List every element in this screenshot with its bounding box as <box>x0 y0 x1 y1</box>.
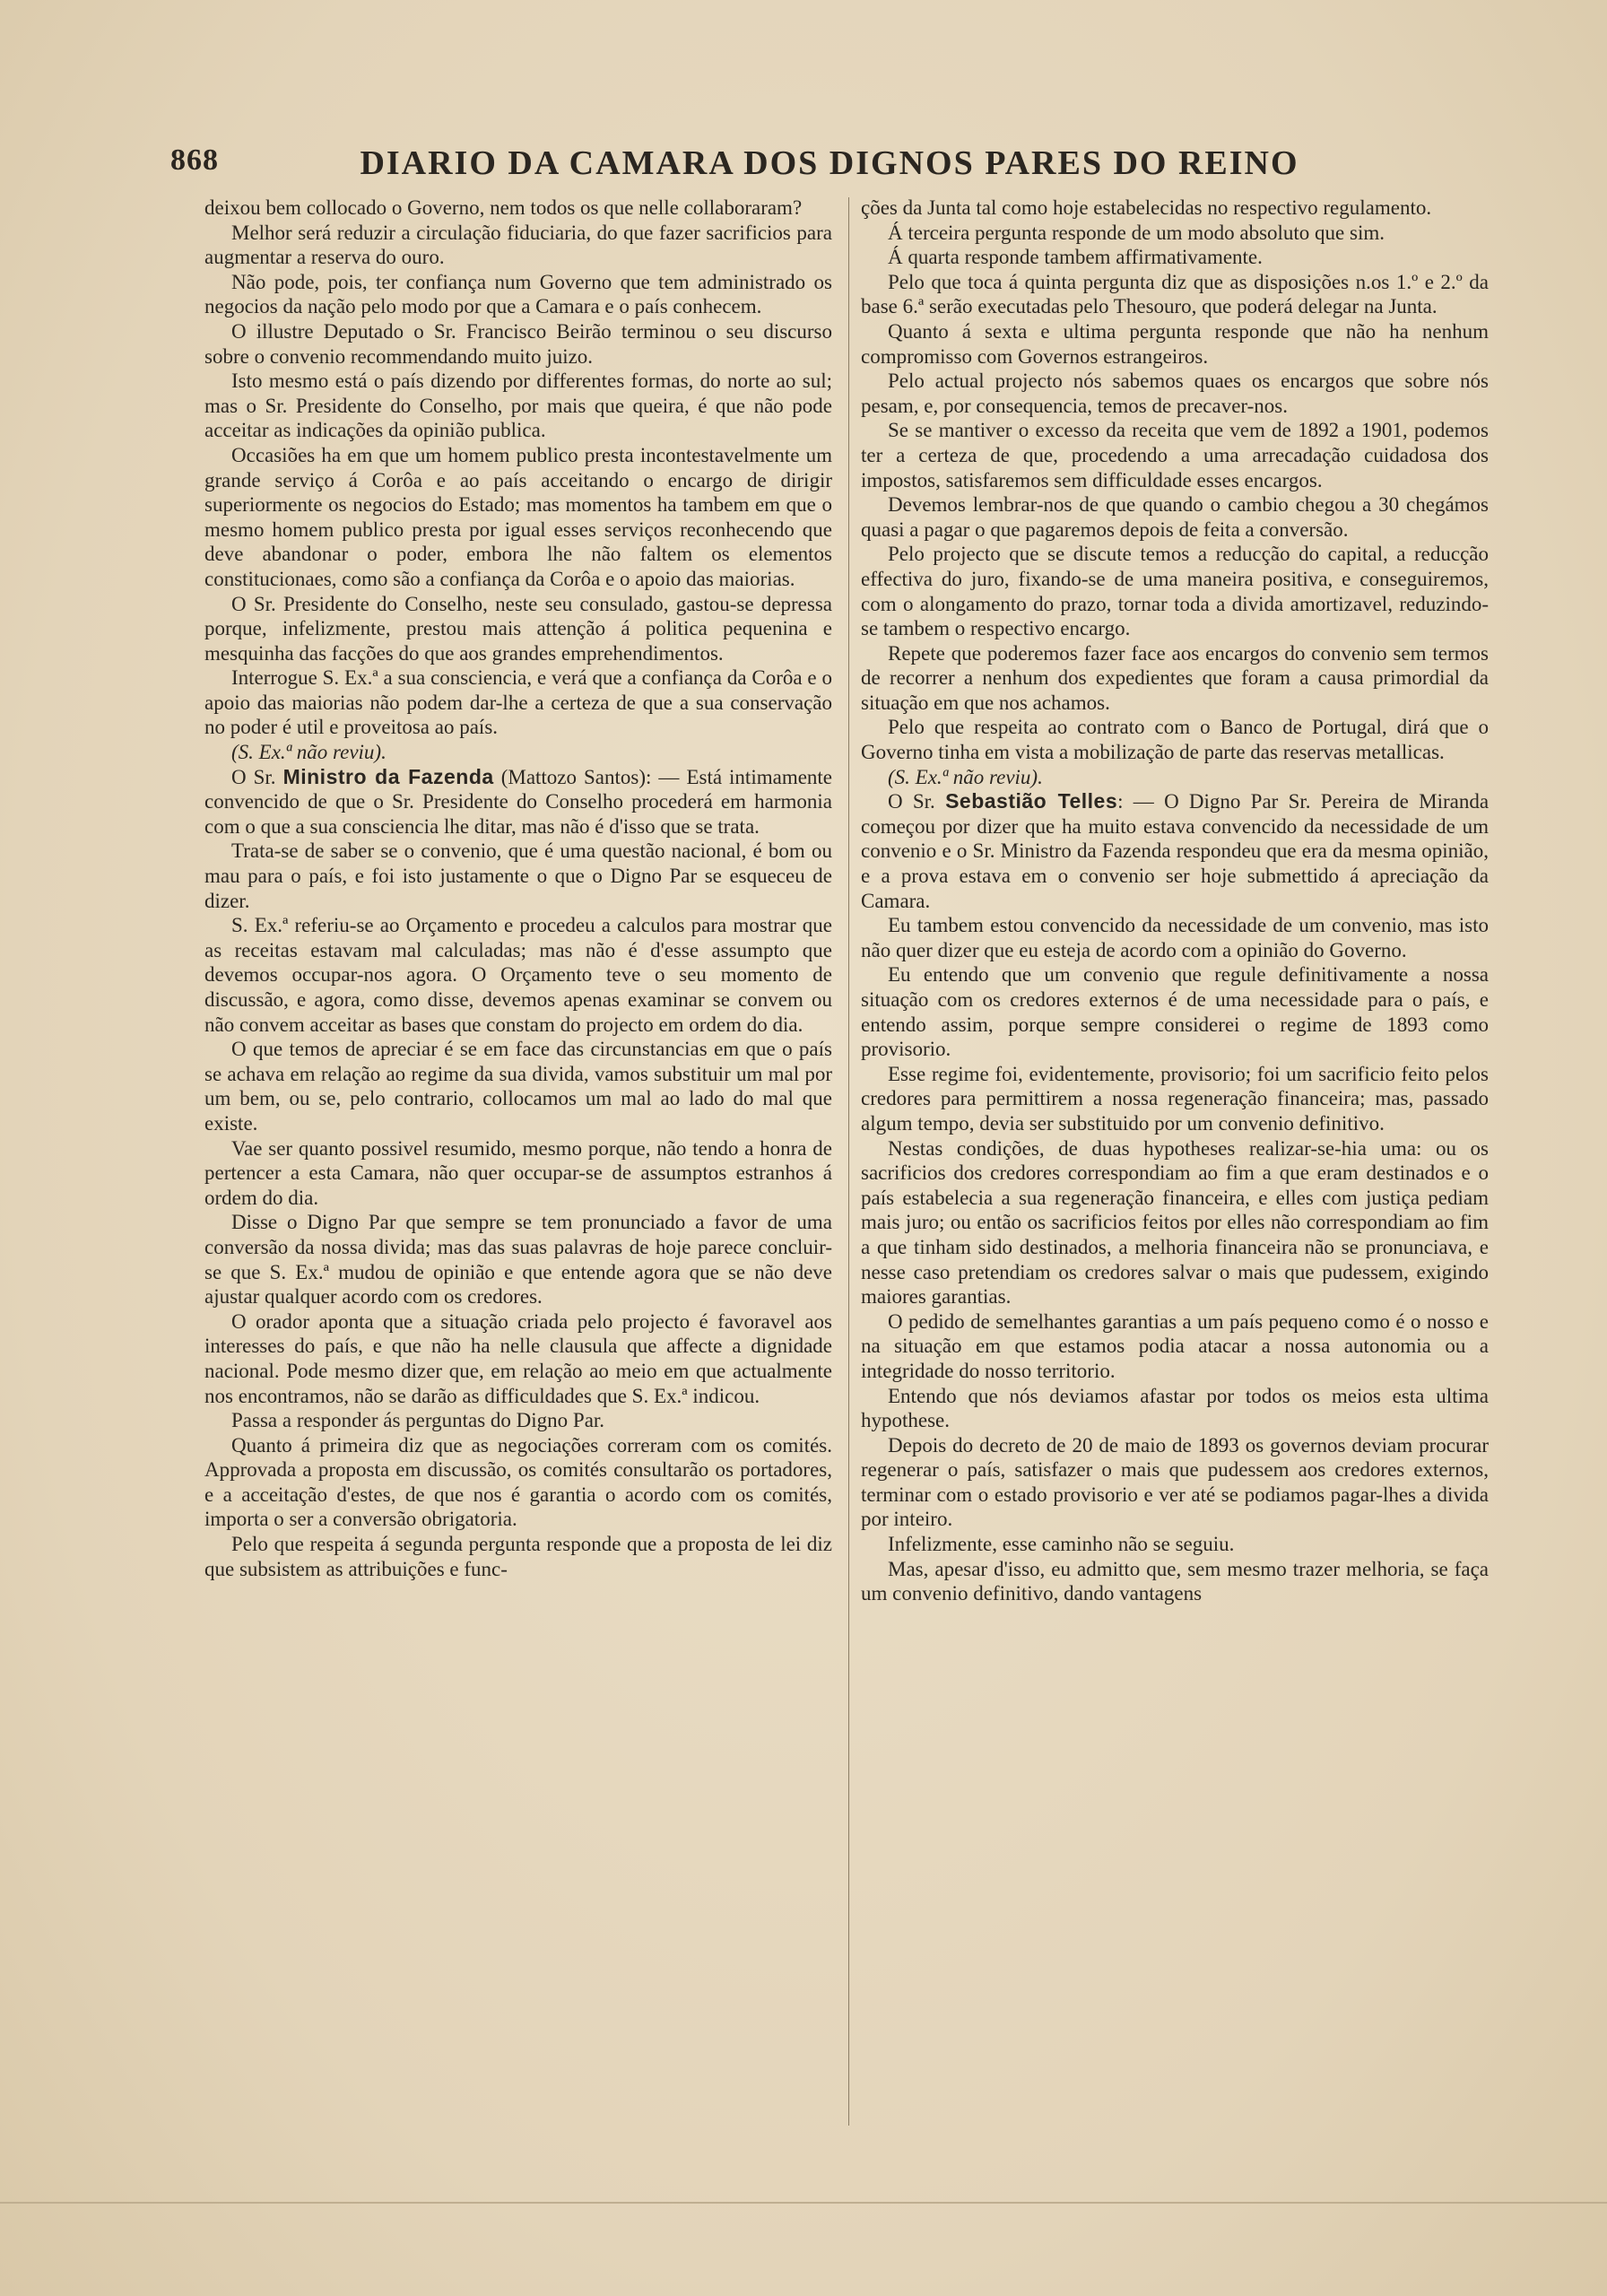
paragraph: Quanto á primeira diz que as negociações correram com os comités. Approvada a proposta em discussão, os comités consultarão os portadores, e a acceitação d'estes, de que nos é garantia o acordo com os comités, importa o ser a conversão obrigatoria. <box>204 1433 832 1531</box>
speaker-name: Ministro da Fazenda <box>282 764 494 788</box>
paragraph: Esse regime foi, evidentemente, provisorio; foi um sacrificio feito pelos credores para permittirem a nossa regeneração financeira; mas, passado algum tempo, devia ser substituido por um convenio definitivo. <box>861 1062 1489 1135</box>
column-divider <box>848 197 849 2126</box>
paragraph: Vae ser quanto possivel resumido, mesmo porque, não tendo a honra de pertencer a esta Camara, não quer occupar-se de assumptos estranhos á ordem do dia. <box>204 1136 832 1209</box>
paragraph: Devemos lembrar-nos de que quando o cambio chegou a 30 chegámos quasi a pagar o que pagaremos depois de feita a conversão. <box>861 493 1489 541</box>
speech-text: Está intimamente convencido de que o Sr. Presidente do Conselho procederá em harmonia com o que a sua consciencia lhe ditar, mas não é d'isso que se trata. <box>204 765 833 838</box>
paragraph: Nestas condições, de duas hypotheses realizar-se-hia uma: ou os sacrificios dos credores correspondiam ao fim a que eram destinados e o país estabelecia a sua regeneração financeira, e elles com justiça pediam mais juro; ou então os sacrificios feitos por elles não correspondiam ao fim a que tinham sido destinados, a melhoria financeira não se pronunciava, e nesse caso pretendiam os credores salvar o mais que pudessem, exigindo maiores garantias. <box>861 1136 1489 1309</box>
paragraph: O Sr. Presidente do Conselho, neste seu consulado, gastou-se depressa porque, infelizmente, prestou mais attenção á politica pequenina e mesquinha das facções do que aos grandes emprehendimentos. <box>204 592 832 665</box>
paragraph: Trata-se de saber se o convenio, que é uma questão nacional, é bom ou mau para o país, e foi isto justamente o que o Digno Par se esqueceu de dizer. <box>204 839 832 912</box>
paragraph: Se se mantiver o excesso da receita que vem de 1892 a 1901, podemos ter a certeza de que, procedendo a uma arrecadação cuidadosa dos impostos, satisfaremos sem difficuldade esses encargos. <box>861 419 1489 491</box>
paragraph: O pedido de semelhantes garantias a um país pequeno como é o nosso e na situação em que estamos podia atacar a nossa autonomia ou a integridade do nosso territorio. <box>861 1309 1489 1382</box>
paragraph: S. Ex.ª referiu-se ao Orçamento e procedeu a calculos para mostrar que as receitas estavam mal calculadas; mas não é d'esse assumpto que devemos occupar-nos agora. O Orçamento teve o seu momento de discussão, e agora, como disse, devemos apenas examinar se convem ou não convem acceitar as bases que constam do projecto em ordem do dia. <box>204 914 832 1036</box>
speaker-paragraph <box>204 765 832 839</box>
paragraph: Repete que poderemos fazer face aos encargos do convenio sem termos de recorrer a nenhum dos expedientes que foram a causa primordial da situação em que nos achamos. <box>861 641 1489 714</box>
paragraph: Disse o Digno Par que sempre se tem pronunciado a favor de uma conversão da nossa divida; mas das suas palavras de hoje parece concluir-se que S. Ex.ª mudou de opinião e que entende agora que se não deve ajustar qualquer acordo com os credores. <box>204 1211 832 1309</box>
paragraph: Pelo que toca á quinta pergunta diz que as disposições n.os 1.º e 2.º da base 6.ª serão executadas pelo Thesouro, que poderá delegar na Junta. <box>861 270 1489 318</box>
paragraph: Mas, apesar d'isso, eu admitto que, sem mesmo trazer melhoria, se faça um convenio definitivo, dando vantagens <box>861 1557 1489 1605</box>
speaker-suffix: (Mattozo Santos): — <box>500 765 680 788</box>
speaker-prefix: O Sr. <box>888 790 935 813</box>
paragraph: Não pode, pois, ter confiança num Governo que tem administrado os negocios da nação pelo modo por que a Camara e o país conhecem. <box>204 270 832 318</box>
speaker-prefix: O Sr. <box>231 765 276 788</box>
paragraph: Quanto á sexta e ultima pergunta responde que não ha nenhum compromisso com Governos estrangeiros. <box>861 319 1489 368</box>
editorial-note: (S. Ex.ª não reviu). <box>888 765 1043 788</box>
speaker-suffix: : — <box>1117 790 1154 813</box>
page-fold-line <box>0 2202 1607 2204</box>
paragraph: O orador aponta que a situação criada pelo projecto é favoravel aos interesses do país, e que não ha nelle clausula que affecte a dignidade nacional. Pode mesmo dizer que, em relação ao meio em que actualmente nos encontramos, não se darão as difficuldades que S. Ex.ª indicou. <box>204 1309 832 1407</box>
paragraph: Á terceira pergunta responde de um modo absoluto que sim. <box>888 221 1385 244</box>
paragraph: Isto mesmo está o país dizendo por differentes formas, do norte ao sul; mas o Sr. Presidente do Conselho, por mais que queira, é que não pode acceitar as indicações da opinião publica. <box>204 370 832 442</box>
page-title: DIARIO DA CAMARA DOS DIGNOS PARES DO REINO <box>360 144 1299 182</box>
paragraph: Infelizmente, esse caminho não se seguiu. <box>888 1533 1235 1556</box>
paragraph: Depois do decreto de 20 de maio de 1893 os governos deviam procurar regenerar o país, satisfazer o mais que pudessem aos credores externos, terminar com o estado provisorio e ver até se podiamos pagar-lhes a divida por inteiro. <box>861 1433 1489 1531</box>
paragraph: Á quarta responde tambem affirmativamente. <box>888 246 1263 269</box>
paragraph: Interrogue S. Ex.ª a sua consciencia, e verá que a confiança da Corôa e o apoio das maiorias não podem dar-lhe a certeza de que a sua conservação no poder é util e proveitosa ao país. <box>204 666 832 739</box>
right-column <box>861 196 1489 1606</box>
speaker-paragraph <box>861 789 1489 913</box>
paragraph: deixou bem collocado o Governo, nem todos os que nelle collaboraram? <box>204 196 803 219</box>
paragraph: Occasiões ha em que um homem publico presta incontestavelmente um grande serviço á Corôa e ao país acceitando o encargo de dirigir superiormente os negocios do Estado; mas momentos ha tambem em que o mesmo homem publico presta por igual esses serviços reconhecendo que deve abandonar o poder, embora lhe não faltem os elementos constitucionaes, como são a confiança da Corôa e o apoio das maiorias. <box>204 443 832 590</box>
speaker-name: Sebastião Telles <box>945 789 1118 813</box>
paragraph: Pelo que respeita á segunda pergunta responde que a proposta de lei diz que subsistem as attribuições e func- <box>204 1533 832 1580</box>
paragraph: Pelo que respeita ao contrato com o Banco de Portugal, dirá que o Governo tinha em vista a mobilização de parte das reservas metallicas. <box>861 716 1489 764</box>
editorial-note: (S. Ex.ª não reviu). <box>231 741 387 764</box>
paragraph: Pelo projecto que se discute temos a reducção do capital, a reducção effectiva do juro, fixando-se de uma maneira positiva, e conseguiremos, com o alongamento do prazo, tornar toda a divida amortizavel, reduzindo-se tambem o respectivo encargo. <box>861 543 1489 640</box>
speech-text: O Digno Par Sr. Pereira de Miranda começou por dizer que ha muito estava convencido da necessidade de um convenio e o Sr. Ministro da Fazenda respondeu que era da mesma opinião, e a prova estava em o convenio ser hoje submettido á apreciação da Camara. <box>861 790 1490 912</box>
paragraph: Entendo que nós deviamos afastar por todos os meios esta ultima hypothese. <box>861 1384 1489 1432</box>
page-number: 868 <box>170 144 219 177</box>
paragraph: Melhor será reduzir a circulação fiduciaria, do que fazer sacrificios para augmentar a reserva do ouro. <box>204 221 832 269</box>
paragraph: Eu tambem estou convencido da necessidade de um convenio, mas isto não quer dizer que eu esteja de acordo com a opinião do Governo. <box>861 914 1489 961</box>
paragraph: O illustre Deputado o Sr. Francisco Beirão terminou o seu discurso sobre o convenio recommendando muito juizo. <box>204 319 832 368</box>
paragraph: Eu entendo que um convenio que regule definitivamente a nossa situação com os credores externos é de uma necessidade para o país, e entendo assim, porque sempre considerei o regime de 1893 como provisorio. <box>861 963 1489 1061</box>
paragraph: ções da Junta tal como hoje estabelecidas no respectivo regulamento. <box>861 196 1432 219</box>
paragraph: O que temos de apreciar é se em face das circunstancias em que o país se achava em relação ao regime da sua divida, vamos substituir um mal por um bem, ou se, pelo contrario, collocamos um mal ao lado do mal que existe. <box>204 1038 832 1135</box>
paragraph: Pelo actual projecto nós sabemos quaes os encargos que sobre nós pesam, e, por consequencia, temos de precaver-nos. <box>861 370 1489 417</box>
left-column <box>204 196 832 1581</box>
running-head <box>170 144 1489 188</box>
paragraph: Passa a responder ás perguntas do Digno Par. <box>231 1409 605 1432</box>
